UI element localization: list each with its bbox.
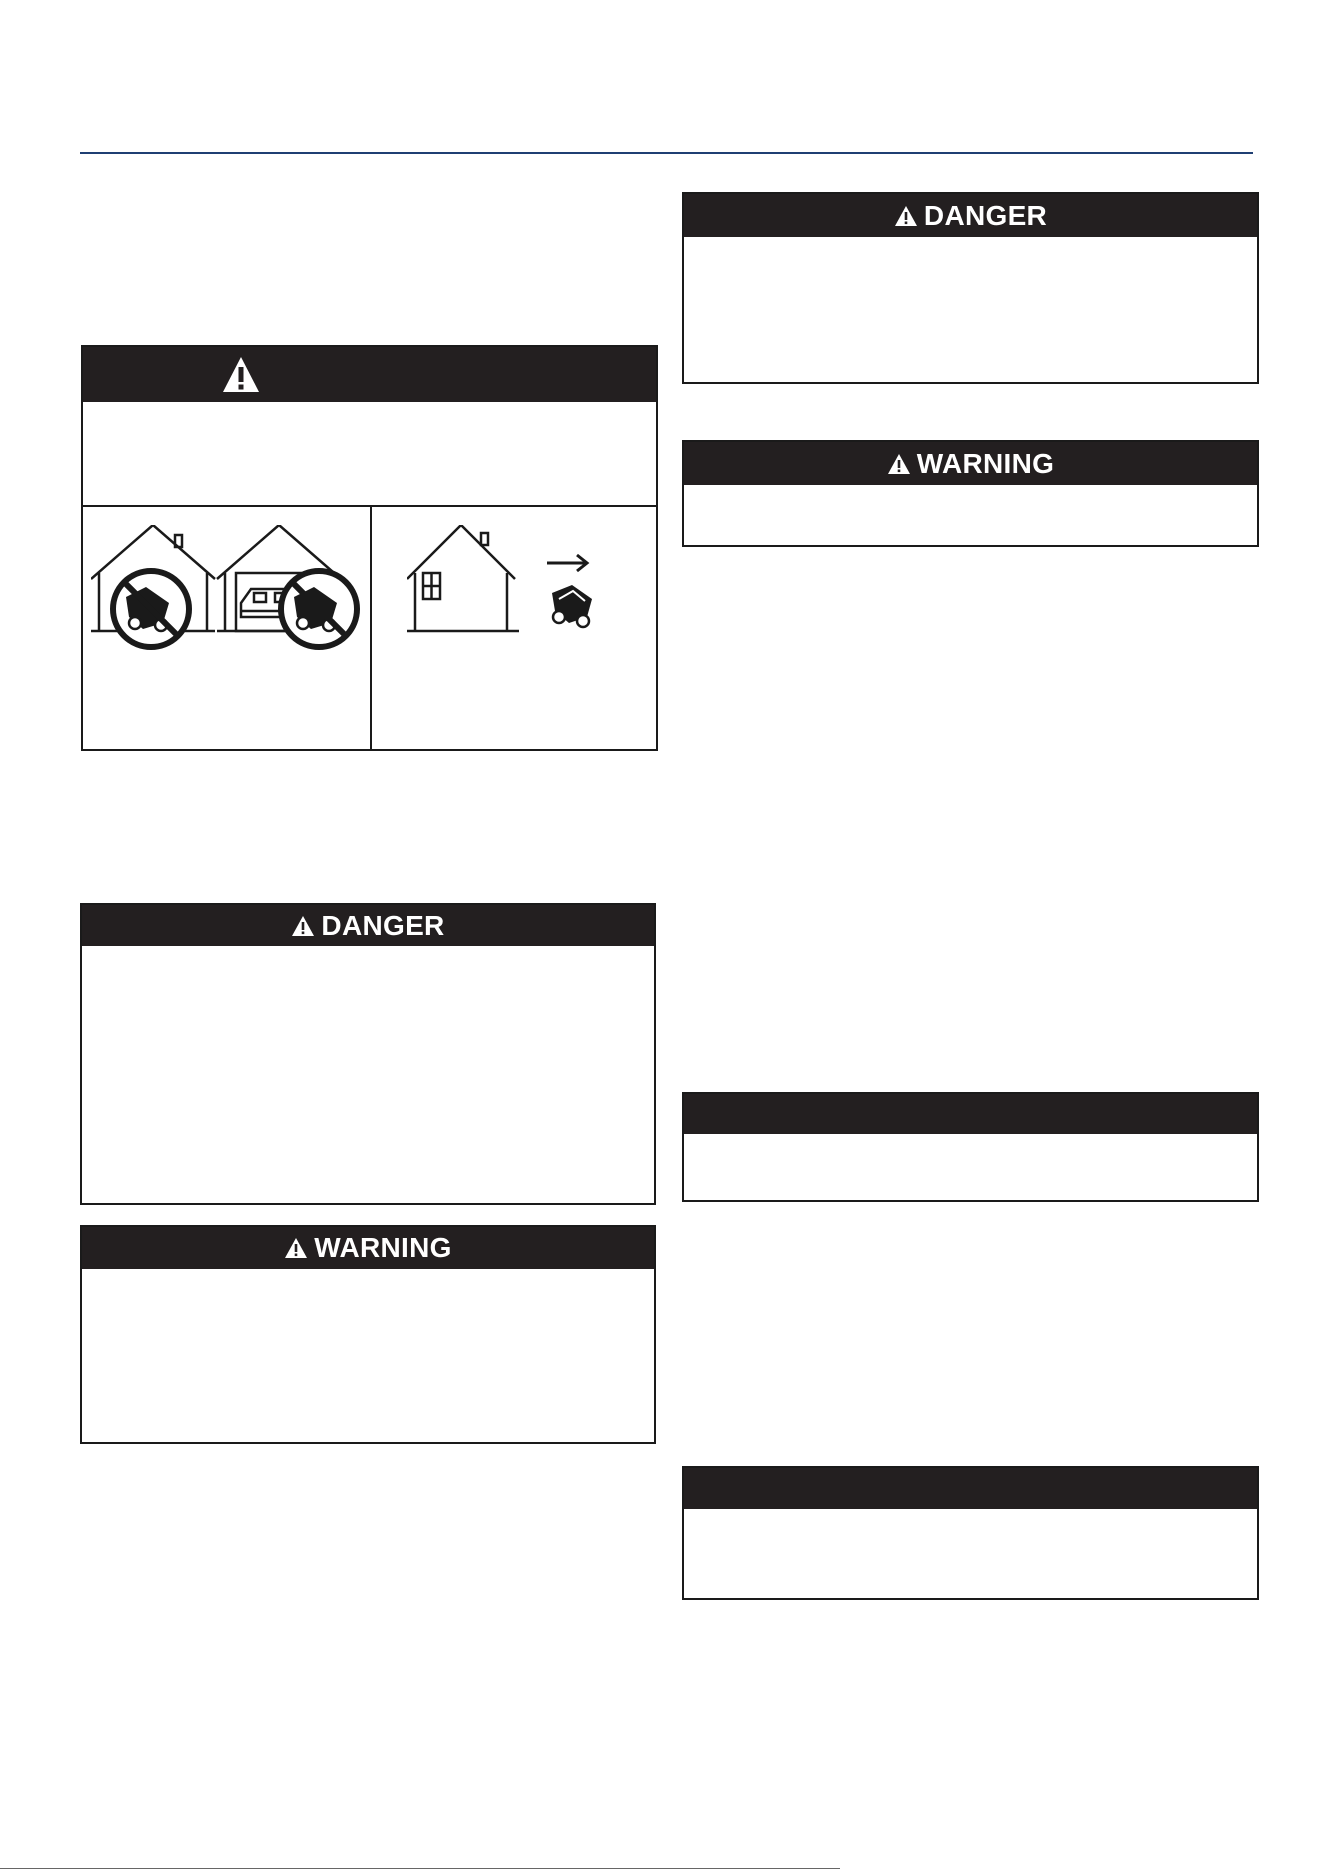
left-danger-box	[80, 903, 656, 1205]
right-warning-label: WARNING	[916, 447, 1055, 479]
right-danger-box	[682, 192, 1259, 384]
right-danger-label: DANGER	[923, 199, 1048, 231]
warning-triangle-icon	[894, 205, 918, 227]
right-notice-header-1	[684, 1094, 1257, 1134]
warning-triangle-icon	[887, 453, 911, 475]
placement-warning-box	[81, 345, 658, 751]
illustration-divider-v	[370, 505, 372, 751]
right-warning-header	[684, 442, 1257, 485]
warning-triangle-icon	[221, 355, 261, 395]
warning-triangle-icon	[284, 1237, 308, 1259]
generator-outdoors-icon	[407, 525, 647, 665]
right-notice-box-2	[682, 1466, 1259, 1600]
no-generator-indoors-icon	[91, 525, 361, 665]
left-warning-header	[82, 1227, 654, 1269]
right-danger-header	[684, 194, 1257, 237]
left-danger-label: DANGER	[321, 909, 445, 941]
right-warning-box	[682, 440, 1259, 547]
left-danger-header	[82, 905, 654, 946]
warning-triangle-icon	[291, 915, 315, 937]
placement-warning-header	[83, 347, 656, 402]
footer-rule	[0, 1868, 840, 1869]
right-notice-box-1	[682, 1092, 1259, 1202]
left-warning-box	[80, 1225, 656, 1444]
left-warning-label: WARNING	[314, 1232, 452, 1263]
right-notice-header-2	[684, 1468, 1257, 1509]
header-rule	[80, 152, 1253, 154]
